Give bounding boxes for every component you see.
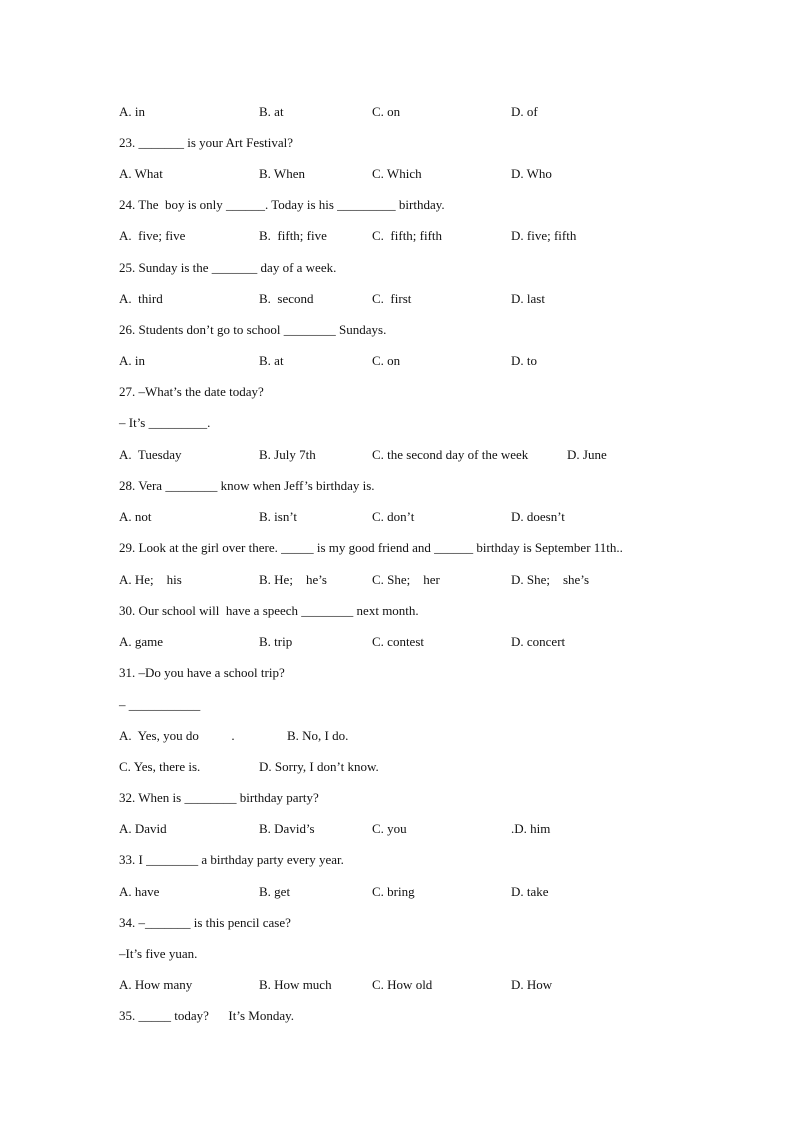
option-b: B. fifth; five: [259, 228, 327, 243]
option-b: B. trip: [259, 634, 293, 649]
question-35: 35. _____ today? It’s Monday.: [119, 1008, 294, 1023]
option-a: A. How many: [119, 977, 193, 992]
option-a: A. He; his: [119, 572, 182, 587]
option-d: D. of: [511, 104, 538, 119]
option-b: B. July 7th: [259, 447, 316, 462]
option-a: A. in: [119, 353, 145, 368]
option-c: C. on: [372, 104, 401, 119]
option-c: C. fifth; fifth: [372, 228, 443, 243]
option-a: A. Tuesday: [119, 447, 182, 462]
option-b: B. get: [259, 884, 291, 899]
option-b: B. How much: [259, 977, 332, 992]
option-d: D. Sorry, I don’t know.: [259, 759, 379, 774]
question-25: 25. Sunday is the _______ day of a week.: [119, 260, 337, 275]
option-a: A. five; five: [119, 228, 186, 243]
question-32: 32. When is ________ birthday party?: [119, 790, 319, 805]
option-d: D. doesn’t: [511, 509, 565, 524]
question-23: 23. _______ is your Art Festival?: [119, 135, 294, 150]
question-27-reply: – It’s _________.: [119, 415, 211, 430]
option-d: D. to: [511, 353, 537, 368]
option-d: D. concert: [511, 634, 566, 649]
option-d: D. last: [511, 291, 545, 306]
option-c: C. on: [372, 353, 401, 368]
option-c: C. How old: [372, 977, 433, 992]
option-c: C. don’t: [372, 509, 415, 524]
option-d: D. June: [567, 447, 607, 462]
option-d: D. take: [511, 884, 549, 899]
option-b: B. David’s: [259, 821, 315, 836]
question-31-reply: – ___________: [119, 697, 201, 712]
question-30: 30. Our school will have a speech ________ next month.: [119, 603, 419, 618]
option-b: B. isn’t: [259, 509, 298, 524]
option-a: A. in: [119, 104, 145, 119]
option-c: C. the second day of the week: [372, 447, 529, 462]
question-34: 34. –_______ is this pencil case?: [119, 915, 291, 930]
question-28: 28. Vera ________ know when Jeff’s birthday is.: [119, 478, 375, 493]
question-33: 33. I ________ a birthday party every year.: [119, 852, 344, 867]
option-a: A. game: [119, 634, 164, 649]
option-a: A. have: [119, 884, 160, 899]
option-c: C. Which: [372, 166, 422, 181]
option-c: C. bring: [372, 884, 415, 899]
option-a: A. David: [119, 821, 167, 836]
option-a: A. Yes, you do .: [119, 728, 235, 743]
option-b: B. second: [259, 291, 314, 306]
option-d: D. Who: [511, 166, 552, 181]
question-29: 29. Look at the girl over there. _____ is my good friend and ______ birthday is September 11th..: [119, 540, 623, 555]
option-c: C. contest: [372, 634, 424, 649]
option-a: A. not: [119, 509, 152, 524]
option-c: C. first: [372, 291, 412, 306]
option-c: C. you: [372, 821, 407, 836]
option-b: B. He; he’s: [259, 572, 327, 587]
option-d: .D. him: [511, 821, 551, 836]
option-b: B. at: [259, 353, 284, 368]
option-b: B. at: [259, 104, 284, 119]
question-27: 27. –What’s the date today?: [119, 384, 264, 399]
option-a: A. What: [119, 166, 163, 181]
option-a: A. third: [119, 291, 163, 306]
option-b: B. When: [259, 166, 305, 181]
option-d: D. How: [511, 977, 553, 992]
question-26: 26. Students don’t go to school ________ Sundays.: [119, 322, 387, 337]
question-34-reply: –It’s five yuan.: [119, 946, 198, 961]
question-31: 31. –Do you have a school trip?: [119, 665, 285, 680]
option-c: C. Yes, there is.: [119, 759, 201, 774]
option-d: D. five; fifth: [511, 228, 577, 243]
option-d: D. She; she’s: [511, 572, 589, 587]
option-b: B. No, I do.: [287, 728, 349, 743]
question-24: 24. The boy is only ______. Today is his _________ birthday.: [119, 197, 445, 212]
option-c: C. She; her: [372, 572, 440, 587]
